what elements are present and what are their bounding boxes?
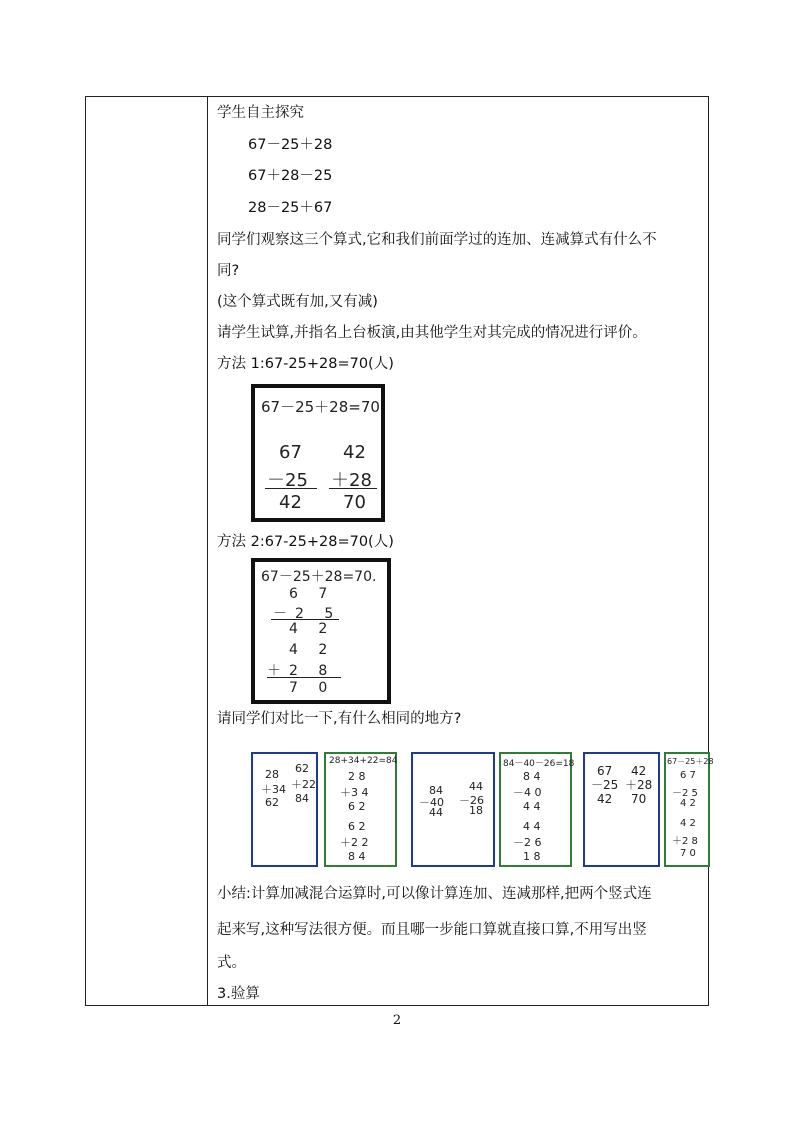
m1-col1-op: －25 (267, 470, 308, 491)
thumb-6-line-6: ＋2 8 (672, 836, 698, 847)
thumb-5-line-3: 42 (597, 792, 613, 806)
thumb-3-line-1: 84 (429, 784, 443, 797)
thumbnail-6 (664, 752, 714, 867)
thumb-6-line-1: 67－25＋28 (667, 757, 714, 766)
heading: 学生自主探究 (217, 105, 304, 121)
expression-3: 28－25＋67 (248, 200, 333, 216)
thumb-5-line-1: 67 (597, 764, 613, 778)
question-line-2: 同? (217, 263, 240, 279)
m1-col2-result: 70 (343, 492, 366, 513)
method-2-board-image (251, 558, 391, 704)
thumb-2-line-4: 6 2 (348, 800, 366, 813)
column-divider (207, 97, 208, 1005)
method-1-title: 方法 1:67-25+28=70(人) (217, 356, 394, 372)
m2-row-3: 4 2 (289, 621, 336, 637)
section-3-heading: 3.验算 (217, 986, 260, 1002)
method-1-board-image (251, 384, 385, 522)
compare-prompt: 请同学们对比一下,有什么相同的地方? (217, 711, 462, 727)
thumb-4-line-6: －2 6 (513, 836, 542, 849)
instruction-line: 请学生试算,并指名上台板演,由其他学生对其完成的情况进行评价。 (217, 325, 647, 341)
thumb-5-line-4: 42 (631, 764, 647, 778)
thumb-1-line-3: 62 (265, 796, 279, 809)
thumbnail-5 (583, 752, 660, 867)
m2-row-2: －2 5 (273, 606, 342, 622)
m1-col1-top: 67 (279, 442, 302, 463)
thumb-2-line-6: ＋2 2 (340, 836, 369, 849)
thumb-4-line-4: 4 4 (523, 800, 541, 813)
page-number: 2 (392, 1013, 402, 1028)
m2-row-5: ＋2 8 (267, 663, 336, 679)
m1-col1-rule (265, 488, 317, 489)
m2-row-4: 4 2 (289, 642, 336, 658)
thumb-2-line-7: 8 4 (348, 850, 366, 863)
m1-col1-result: 42 (279, 492, 302, 513)
thumb-6-line-7: 7 0 (680, 848, 696, 859)
m2-row-6: 7 0 (289, 680, 336, 696)
thumb-2-line-1: 28+34+22=84 (329, 756, 398, 766)
expression-2: 67＋28－25 (248, 168, 333, 184)
thumb-4-line-7: 1 8 (523, 850, 541, 863)
thumb-6-line-4: 4 2 (680, 798, 696, 809)
thumb-3-line-2: －40 (419, 796, 444, 809)
thumb-3-line-5: －26 (459, 794, 484, 807)
thumb-6-line-2: 6 7 (680, 770, 696, 781)
thumb-6-line-3: －2 5 (672, 788, 698, 799)
m1-col2-top: 42 (343, 442, 366, 463)
thumb-1-line-5: ＋22 (291, 778, 316, 791)
thumbnail-3 (411, 752, 495, 867)
method-2-equation: 67－25＋28=70. (261, 569, 377, 585)
summary-line-3: 式。 (217, 955, 246, 971)
thumb-4-line-5: 4 4 (523, 820, 541, 833)
thumb-2-line-3: ＋3 4 (340, 786, 369, 799)
m2-row-1: 6 7 (289, 586, 336, 602)
thumb-3-line-4: 44 (469, 780, 483, 793)
method-2-title: 方法 2:67-25+28=70(人) (217, 534, 394, 550)
summary-line-1: 小结:计算加减混合运算时,可以像计算连加、连减那样,把两个竖式连 (217, 886, 652, 902)
thumb-3-line-3: 44 (429, 806, 443, 819)
thumb-2-line-5: 6 2 (348, 820, 366, 833)
thumb-5-line-5: ＋28 (625, 778, 653, 792)
method-1-equation: 67－25＋28=70 (261, 398, 380, 416)
m1-col2-rule (329, 488, 377, 489)
thumb-5-line-2: －25 (591, 778, 619, 792)
thumb-2-line-2: 2 8 (348, 770, 366, 783)
thumb-4-line-2: 8 4 (523, 770, 541, 783)
lesson-table (85, 96, 714, 1006)
thumb-5-line-6: 70 (631, 792, 647, 806)
expression-1: 67－25＋28 (248, 137, 333, 153)
thumb-1-line-1: 28 (265, 768, 279, 781)
thumbnail-1 (251, 752, 318, 867)
summary-line-2: 起来写,这种写法很方便。而且哪一步能口算就直接口算,不用写出竖 (217, 922, 647, 938)
thumb-1-line-2: ＋34 (261, 783, 286, 796)
thumb-4-line-1: 84－40－26=18 (503, 759, 575, 769)
m2-rule-2 (267, 677, 341, 678)
thumb-3-line-6: 18 (469, 804, 483, 817)
thumb-1-line-4: 62 (295, 762, 309, 775)
thumbnail-4 (499, 752, 575, 867)
question-line-1: 同学们观察这三个算式,它和我们前面学过的连加、连减算式有什么不 (217, 232, 657, 248)
thumb-1-line-6: 84 (295, 792, 309, 805)
thumb-4-line-3: －4 0 (513, 786, 542, 799)
m2-rule-1 (271, 619, 339, 620)
thumbnail-2 (324, 752, 397, 867)
answer-line: (这个算式既有加,又有减) (217, 294, 378, 310)
m1-col2-op: ＋28 (331, 470, 372, 491)
thumb-6-line-5: 4 2 (680, 818, 696, 829)
